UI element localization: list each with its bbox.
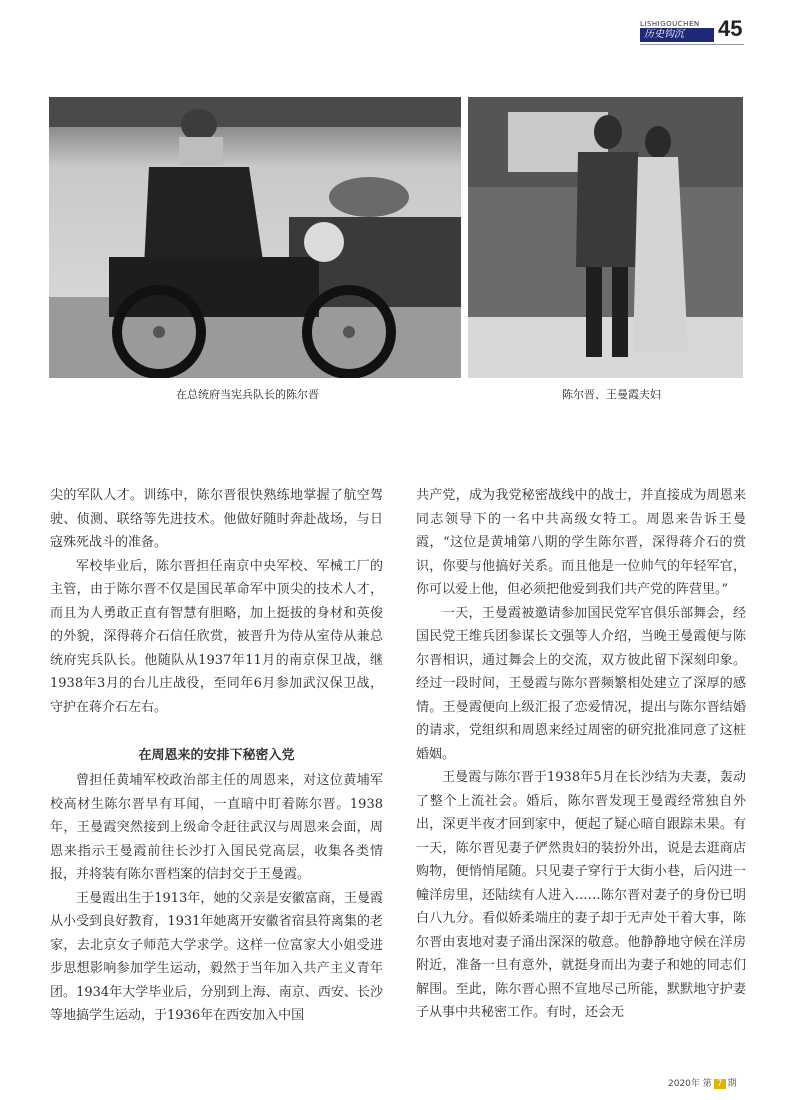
paragraph: 共产党，成为我党秘密战线中的战士，并直接成为周恩来同志领导下的一名中共高级女特工。周恩来告诉王曼霞，“这位是黄埔第八期的学生陈尔晋，深得蒋介石的赏识，你要与他搞好关系。而且他是一位帅气的年轻军官，你可以爱上他，但必须把他爱到我们共产党的阵营里。” (416, 488, 746, 597)
paragraph: 王曼霞与陈尔晋于1938年5月在长沙结为夫妻，轰动了整个上流社会。婚后，陈尔晋发现王曼霞经常独自外出，深更半夜才回到家中，便起了疑心暗自跟踪未果。有一天，陈尔晋见妻子俨然贵妇的装扮外出，说是去逛商店购物，便悄悄尾随。只见妻子穿行于大街小巷，后闪进一幢洋房里，还陆续有人进入……陈尔晋对妻子的身份已明白八九分。看似娇柔端庄的妻子却于无声处干着大事，陈尔晋由衷地对妻子涌出深深的敬意。他静静地守候在洋房附近，准备一旦有意外，就挺身而出为妻子和她的同志们解围。至此，陈尔晋心照不宣地尽己所能，默默地守护妻子从事中共秘密工作。有时，还会无 (416, 770, 746, 1020)
section-pinyin: LISHIGOUCHEN (640, 20, 700, 28)
page-number: 45 (718, 16, 743, 41)
photo-caption-motorcycle: 在总统府当宪兵队长的陈尔晋 (176, 388, 319, 401)
motorcycle-photo (49, 97, 461, 378)
footer-issue-suffix: 期 (727, 1079, 737, 1089)
page-header (640, 16, 780, 44)
paragraph: 曾担任黄埔军校政治部主任的周恩来，对这位黄埔军校高材生陈尔晋早有耳闻，一直暗中盯着陈尔晋。1938年，王曼霞突然接到上级命令赶往武汉与周恩来会面，周恩来指示王曼霞前往长沙打入国民党高层，收集各类情报，并将装有陈尔晋档案的信封交于王曼霞。 (50, 773, 383, 882)
section-subheading: 在周恩来的安排下秘密入党 (138, 748, 295, 763)
paragraph: 王曼霞出生于1913年，她的父亲是安徽富商，王曼霞从小受到良好教育，1931年她离开安徽省宿县符离集的老家，去北京女子师范大学求学。这样一位富家大小姐受进步思想影响参加学生运动，毅然于当年加入共产主义青年团。1934年大学毕业后，分别到上海、南京、西安、长沙等地搞学生运动，于1936年在西安加入中国 (50, 890, 383, 1023)
header-rule (640, 44, 744, 45)
article-right-column (416, 484, 746, 1025)
paragraph: 一天，王曼霞被邀请参加国民党军官俱乐部舞会，经国民党王维兵团参谋长文强等人介绍，当晚王曼霞便与陈尔晋相识，通过舞会上的交流，双方彼此留下深刻印象。经过一段时间，王曼霞与陈尔晋频繁相处建立了深厚的感情。王曼霞便向上级汇报了恋爱情况，提出与陈尔晋结婚的请求，党组织和周恩来经过周密的研究批准同意了这桩婚姻。 (416, 605, 746, 762)
photo-caption-couple: 陈尔晋、王曼霞夫妇 (562, 388, 661, 401)
footer-year: 2020年 (668, 1079, 700, 1089)
section-title: 历史钩沉 (640, 28, 714, 42)
paragraph: 军校毕业后，陈尔晋担任南京中央军校、军械工厂的主管，由于陈尔晋不仅是国民革命军中顶尖的技术人才，而且为人勇敢正直有智慧有胆略，加上挺拔的身材和英俊的外貌，深得蒋介石信任欣赏，被晋升为侍从室侍从兼总统府宪兵队长。他随队从1937年11月的南京保卫战，继1938年3月的台儿庄战役，至同年6月参加武汉保卫战，守护在蒋介石左右。 (50, 558, 383, 715)
article-left-column (50, 484, 383, 1028)
footer-issue-number: 7 (714, 1079, 726, 1089)
paragraph: 尖的军队人才。训练中，陈尔晋很快熟练地掌握了航空驾驶、侦测、联络等先进技术。他做好随时奔赴战场，与日寇殊死战斗的准备。 (50, 488, 383, 550)
footer-issue-prefix: 第 (702, 1079, 712, 1089)
couple-photo (468, 97, 743, 378)
page-footer (668, 1076, 737, 1089)
